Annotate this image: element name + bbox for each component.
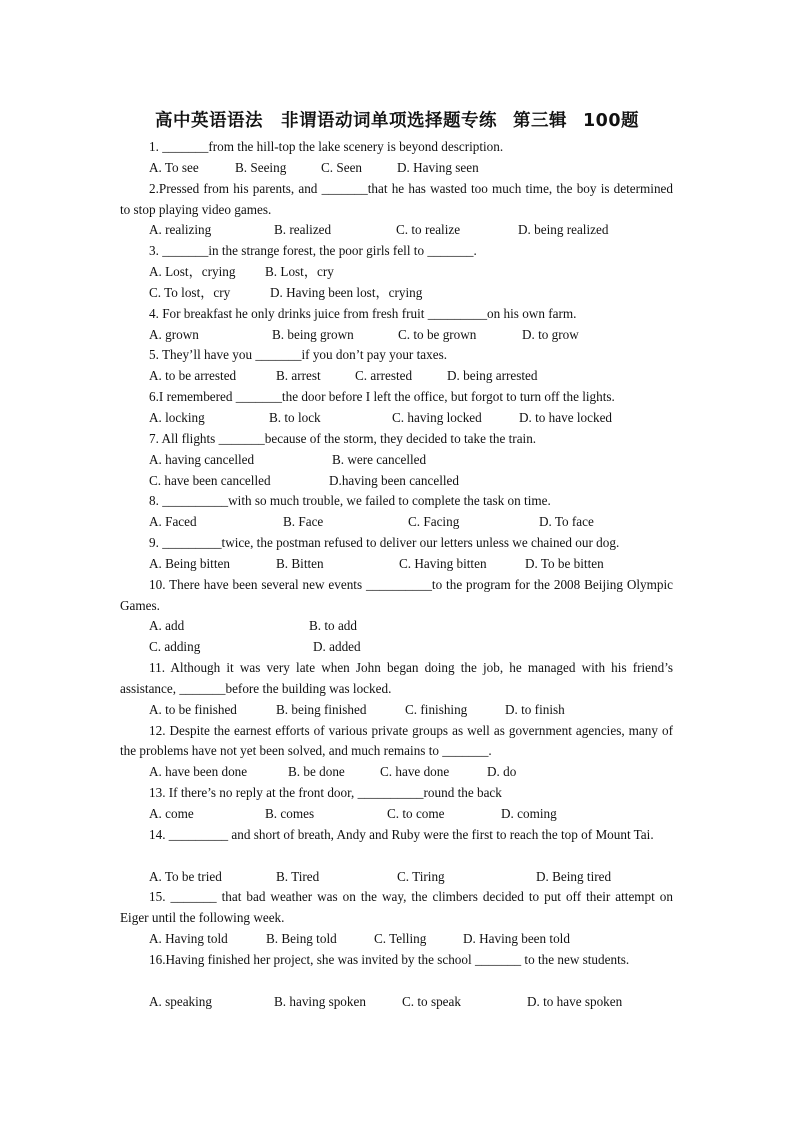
question-3-options-cd bbox=[120, 283, 673, 304]
option-c: C. Telling bbox=[374, 931, 427, 947]
option-b: B. Seeing bbox=[235, 159, 287, 175]
question-10-options-ab bbox=[120, 616, 673, 637]
option-d: D. being arrested bbox=[447, 368, 538, 384]
question-2-options bbox=[120, 220, 673, 241]
option-b: B. being finished bbox=[276, 701, 367, 717]
option-d: D. do bbox=[487, 764, 517, 780]
option-d: D. added bbox=[313, 639, 361, 655]
option-b: B. to lock bbox=[269, 409, 321, 425]
option-c: C. Seen bbox=[321, 159, 363, 175]
option-c: C. finishing bbox=[405, 701, 468, 717]
option-d: D. coming bbox=[501, 806, 557, 821]
option-b: B. Bitten bbox=[276, 555, 324, 571]
option-b: B. arrest bbox=[276, 368, 321, 384]
option-c: C. have done bbox=[380, 764, 450, 780]
question-15-options bbox=[120, 929, 673, 950]
option-a: A. Lost，crying bbox=[149, 264, 236, 280]
question-4-options bbox=[120, 325, 673, 346]
option-d: D. being realized bbox=[518, 222, 609, 238]
question-8-options bbox=[120, 512, 673, 533]
option-b: B. be done bbox=[288, 764, 345, 780]
option-a: A. To see bbox=[149, 159, 199, 175]
question-14-options bbox=[120, 867, 673, 888]
question-13-options bbox=[120, 804, 673, 825]
question-5-options bbox=[120, 366, 673, 387]
option-a: A. speaking bbox=[149, 993, 212, 1009]
option-c: C. to come bbox=[387, 806, 445, 821]
option-c: C. to be grown bbox=[398, 326, 477, 342]
option-d: D. to finish bbox=[505, 701, 565, 717]
question-14-stem: 14. _________ and short of breath, Andy and Ruby were the first to reach the top of Mount Tai. bbox=[149, 826, 654, 842]
option-a: A. To be tried bbox=[149, 868, 222, 884]
question-3-options-ab bbox=[120, 262, 673, 283]
title-count: 100题 bbox=[582, 111, 640, 131]
question-list bbox=[120, 137, 673, 1012]
option-b: B. being grown bbox=[272, 326, 354, 342]
question-3-stem: 3. _______in the strange forest, the poor girls fell to _______. bbox=[149, 243, 477, 259]
question-5-stem: 5. They’ll have you _______if you don’t pay your taxes. bbox=[149, 347, 448, 363]
option-b: B. realized bbox=[274, 222, 332, 238]
question-8-stem: 8. __________with so much trouble, we failed to complete the task on time. bbox=[149, 493, 551, 509]
option-c: C. To lost，cry bbox=[149, 284, 231, 300]
question-1-options bbox=[120, 158, 673, 179]
option-a: A. locking bbox=[149, 409, 205, 425]
option-d: D. Being tired bbox=[536, 868, 612, 884]
option-c: C. Tiring bbox=[397, 868, 445, 884]
option-d: D. to grow bbox=[522, 326, 579, 342]
question-10-stem: 10. There have been several new events __________to the program for the 2008 Beijing Olympic Games. bbox=[120, 576, 673, 613]
option-a: A. having cancelled bbox=[149, 451, 255, 467]
question-9-options bbox=[120, 554, 673, 575]
option-c: C. having locked bbox=[392, 409, 482, 425]
option-c: C. have been cancelled bbox=[149, 472, 271, 488]
option-b: B. Face bbox=[283, 514, 324, 530]
option-d: D.having been cancelled bbox=[329, 472, 459, 488]
option-d: D. to have locked bbox=[519, 409, 613, 425]
option-c: C. to speak bbox=[402, 993, 461, 1009]
question-4-stem: 4. For breakfast he only drinks juice from fresh fruit _________on his own farm. bbox=[149, 305, 577, 321]
question-2-stem: 2.Pressed from his parents, and _______that he has wasted too much time, the boy is determined to stop playing video games. bbox=[120, 180, 673, 217]
option-a: A. to be finished bbox=[149, 701, 237, 717]
option-c: C. adding bbox=[149, 639, 201, 655]
option-a: A. add bbox=[149, 618, 185, 634]
question-9-stem: 9. _________twice, the postman refused to deliver our letters unless we chained our dog. bbox=[149, 535, 620, 551]
option-d: D. to have spoken bbox=[527, 993, 623, 1009]
question-7-options-ab bbox=[120, 450, 673, 471]
page-title bbox=[0, 107, 794, 132]
option-a: A. Faced bbox=[149, 514, 197, 530]
question-11-options bbox=[120, 700, 673, 721]
option-b: B. Being told bbox=[266, 931, 337, 947]
option-b: B. to add bbox=[309, 618, 357, 634]
title-volume: 第三辑 bbox=[512, 111, 567, 131]
question-6-stem: 6.I remembered _______the door before I left the office, but forgot to turn off the lights. bbox=[149, 389, 615, 405]
option-a: A. have been done bbox=[149, 764, 248, 780]
question-12-options bbox=[120, 762, 673, 783]
option-c: C. to realize bbox=[396, 222, 461, 238]
question-13-stem: 13. If there’s no reply at the front door, __________round the back bbox=[149, 785, 502, 801]
option-d: D. Having been told bbox=[463, 931, 570, 947]
question-12-stem: 12. Despite the earnest efforts of various private groups as well as government agencies, many of the problems have not yet been solved, and much remains to _______. bbox=[120, 722, 673, 759]
option-d: D. Having been lost，crying bbox=[270, 284, 423, 300]
option-a: A. to be arrested bbox=[149, 368, 237, 384]
question-16-options bbox=[120, 992, 673, 1013]
option-c: C. Having bitten bbox=[399, 555, 487, 571]
option-a: A. Having told bbox=[149, 931, 228, 947]
option-b: B. were cancelled bbox=[332, 451, 427, 467]
question-15-stem: 15. _______ that bad weather was on the way, the climbers decided to put off their attempt on Eiger until the following week. bbox=[120, 889, 673, 926]
option-a: A. grown bbox=[149, 326, 199, 342]
option-b: B. having spoken bbox=[274, 993, 366, 1009]
option-c: C. Facing bbox=[408, 514, 460, 530]
question-1-stem: 1. _______from the hill-top the lake scenery is beyond description. bbox=[149, 139, 504, 154]
option-b: B. comes bbox=[265, 806, 315, 821]
question-11-stem: 11. Although it was very late when John began doing the job, he managed with his friend’s assistance, _______before the building was locked. bbox=[120, 660, 673, 696]
option-d: D. To be bitten bbox=[525, 555, 604, 571]
option-a: A. realizing bbox=[149, 222, 212, 238]
question-7-options-cd bbox=[120, 471, 673, 492]
option-b: B. Lost，cry bbox=[265, 264, 334, 280]
question-7-stem: 7. All flights _______because of the storm, they decided to take the train. bbox=[149, 430, 537, 446]
title-main: 高中英语语法 非谓语动词单项选择题专练 bbox=[154, 111, 497, 131]
question-10-options-cd bbox=[120, 637, 673, 658]
option-d: D. Having seen bbox=[397, 159, 479, 175]
option-a: A. come bbox=[149, 806, 194, 821]
question-6-options bbox=[120, 408, 673, 429]
option-b: B. Tired bbox=[276, 868, 320, 884]
option-a: A. Being bitten bbox=[149, 555, 230, 571]
question-16-stem: 16.Having finished her project, she was invited by the school _______ to the new students. bbox=[149, 951, 630, 967]
option-d: D. To face bbox=[539, 514, 594, 530]
option-c: C. arrested bbox=[355, 368, 413, 384]
